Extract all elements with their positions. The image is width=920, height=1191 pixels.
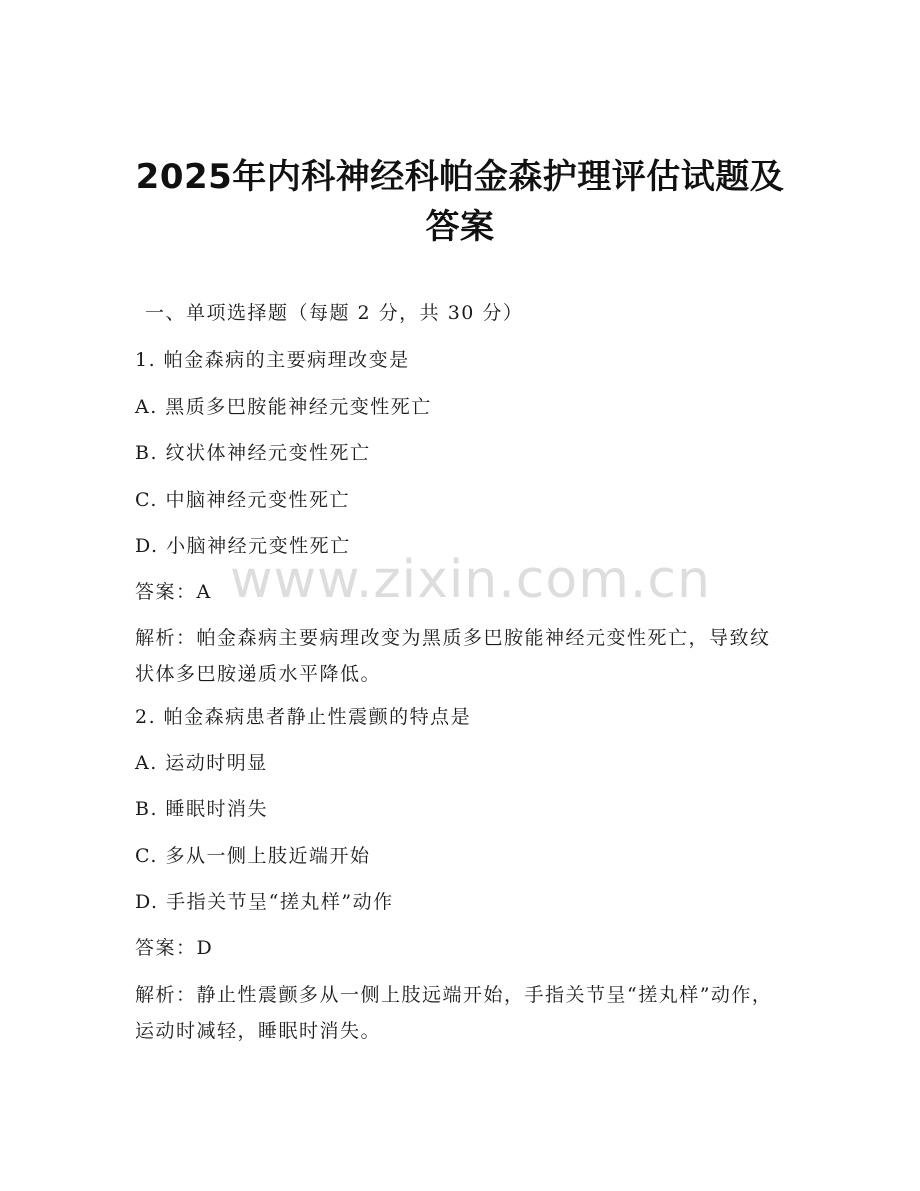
question-option: A. 黑质多巴胺能神经元变性死亡 <box>135 396 432 418</box>
question-option: D. 手指关节呈“搓丸样”动作 <box>135 891 394 913</box>
question-option: B. 纹状体神经元变性死亡 <box>135 442 371 464</box>
document-title: 2025年内科神经科帕金森护理评估试题及答案 <box>135 157 785 247</box>
question-option: B. 睡眠时消失 <box>135 798 269 820</box>
analysis-text: 解析：静止性震颤多从一侧上肢远端开始，手指关节呈“搓丸样”动作，运动时减轻，睡眠时消失。 <box>135 984 773 1042</box>
question-option: D. 小脑神经元变性死亡 <box>135 535 351 557</box>
analysis-text: 解析：帕金森病主要病理改变为黑质多巴胺能神经元变性死亡，导致纹状体多巴胺递质水平降低。 <box>135 627 771 685</box>
question-stem: 2. 帕金森病患者静止性震颤的特点是 <box>135 706 472 728</box>
question-option: C. 多从一侧上肢近端开始 <box>135 845 371 867</box>
answer-text: 答案：D <box>135 937 214 959</box>
answer-text: 答案：A <box>135 581 212 603</box>
question-option: A. 运动时明显 <box>135 752 268 774</box>
watermark: www.zixin.com.cn <box>230 550 711 610</box>
question-stem: 1. 帕金森病的主要病理改变是 <box>135 349 410 371</box>
question-option: C. 中脑神经元变性死亡 <box>135 489 350 511</box>
section-heading: 一、单项选择题（每题 2 分，共 30 分） <box>145 302 524 324</box>
